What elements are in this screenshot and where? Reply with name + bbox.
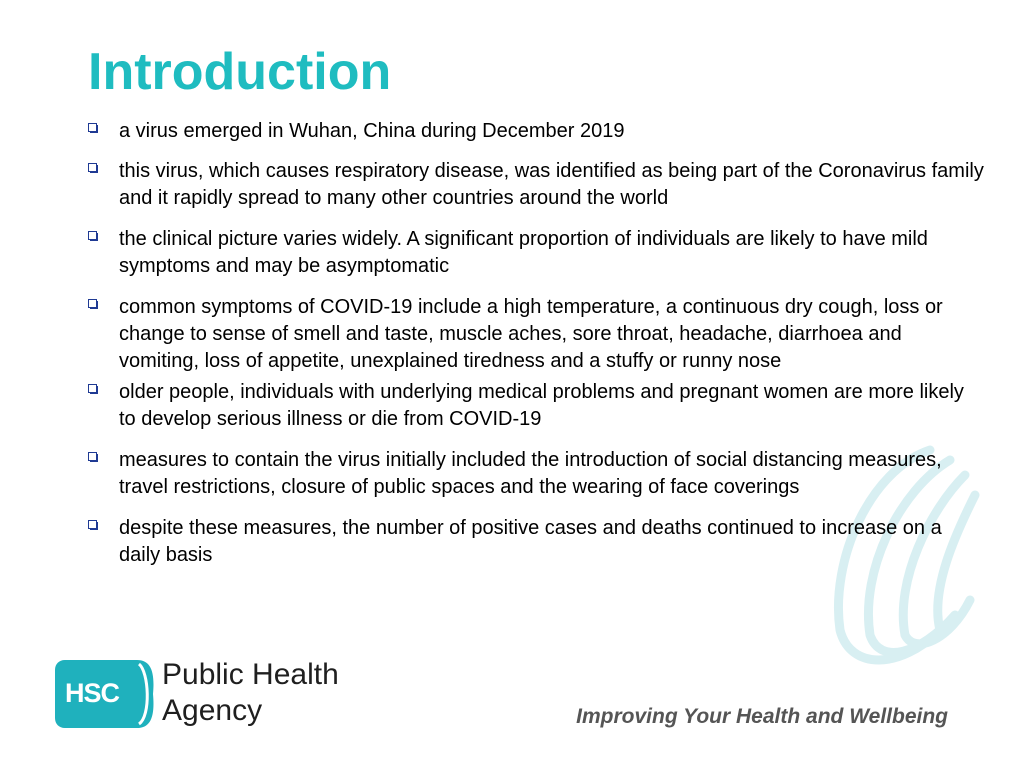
- list-item: [86, 118, 986, 145]
- hollow-square-bullet-icon: [88, 231, 98, 241]
- list-item: [86, 447, 986, 501]
- hollow-square-bullet-icon: [88, 123, 98, 133]
- bullet-text: this virus, which causes respiratory disease, was identified as being part of the Coronavirus family and it rapidly spread to many other countries around the world: [119, 160, 984, 209]
- list-item: [86, 158, 986, 212]
- hsc-logo-text: HSC: [65, 678, 120, 708]
- bullet-text: a virus emerged in Wuhan, China during December 2019: [119, 120, 625, 142]
- org-name-line2: Agency: [162, 694, 263, 727]
- bullet-text: the clinical picture varies widely. A significant proportion of individuals are likely to have mild symptoms and may be asymptomatic: [119, 228, 928, 277]
- list-item: [86, 294, 986, 375]
- page-title: Introduction: [88, 43, 392, 101]
- bullet-list: [86, 118, 986, 569]
- hollow-square-bullet-icon: [88, 520, 98, 530]
- bullet-text: despite these measures, the number of positive cases and deaths continued to increase on a daily basis: [119, 517, 942, 566]
- hollow-square-bullet-icon: [88, 452, 98, 462]
- hollow-square-bullet-icon: [88, 384, 98, 394]
- bullet-text: common symptoms of COVID-19 include a high temperature, a continuous dry cough, loss or change to sense of smell and taste, muscle aches, sore throat, headache, diarrhoea and vomiting, loss of appetite, unexplained tiredness and a stuffy or runny nose: [119, 296, 943, 372]
- public-health-agency-logo: [55, 658, 355, 738]
- list-item: [86, 515, 986, 569]
- hollow-square-bullet-icon: [88, 299, 98, 309]
- bullet-text: older people, individuals with underlying medical problems and pregnant women are more likely to develop serious illness or die from COVID-19: [119, 381, 964, 430]
- list-item: [86, 379, 986, 433]
- hollow-square-bullet-icon: [88, 163, 98, 173]
- tagline: Improving Your Health and Wellbeing: [576, 705, 948, 728]
- org-name-line1: Public Health: [162, 658, 339, 691]
- bullet-text: measures to contain the virus initially included the introduction of social distancing measures, travel restrictions, closure of public spaces and the wearing of face coverings: [119, 449, 942, 498]
- list-item: [86, 226, 986, 280]
